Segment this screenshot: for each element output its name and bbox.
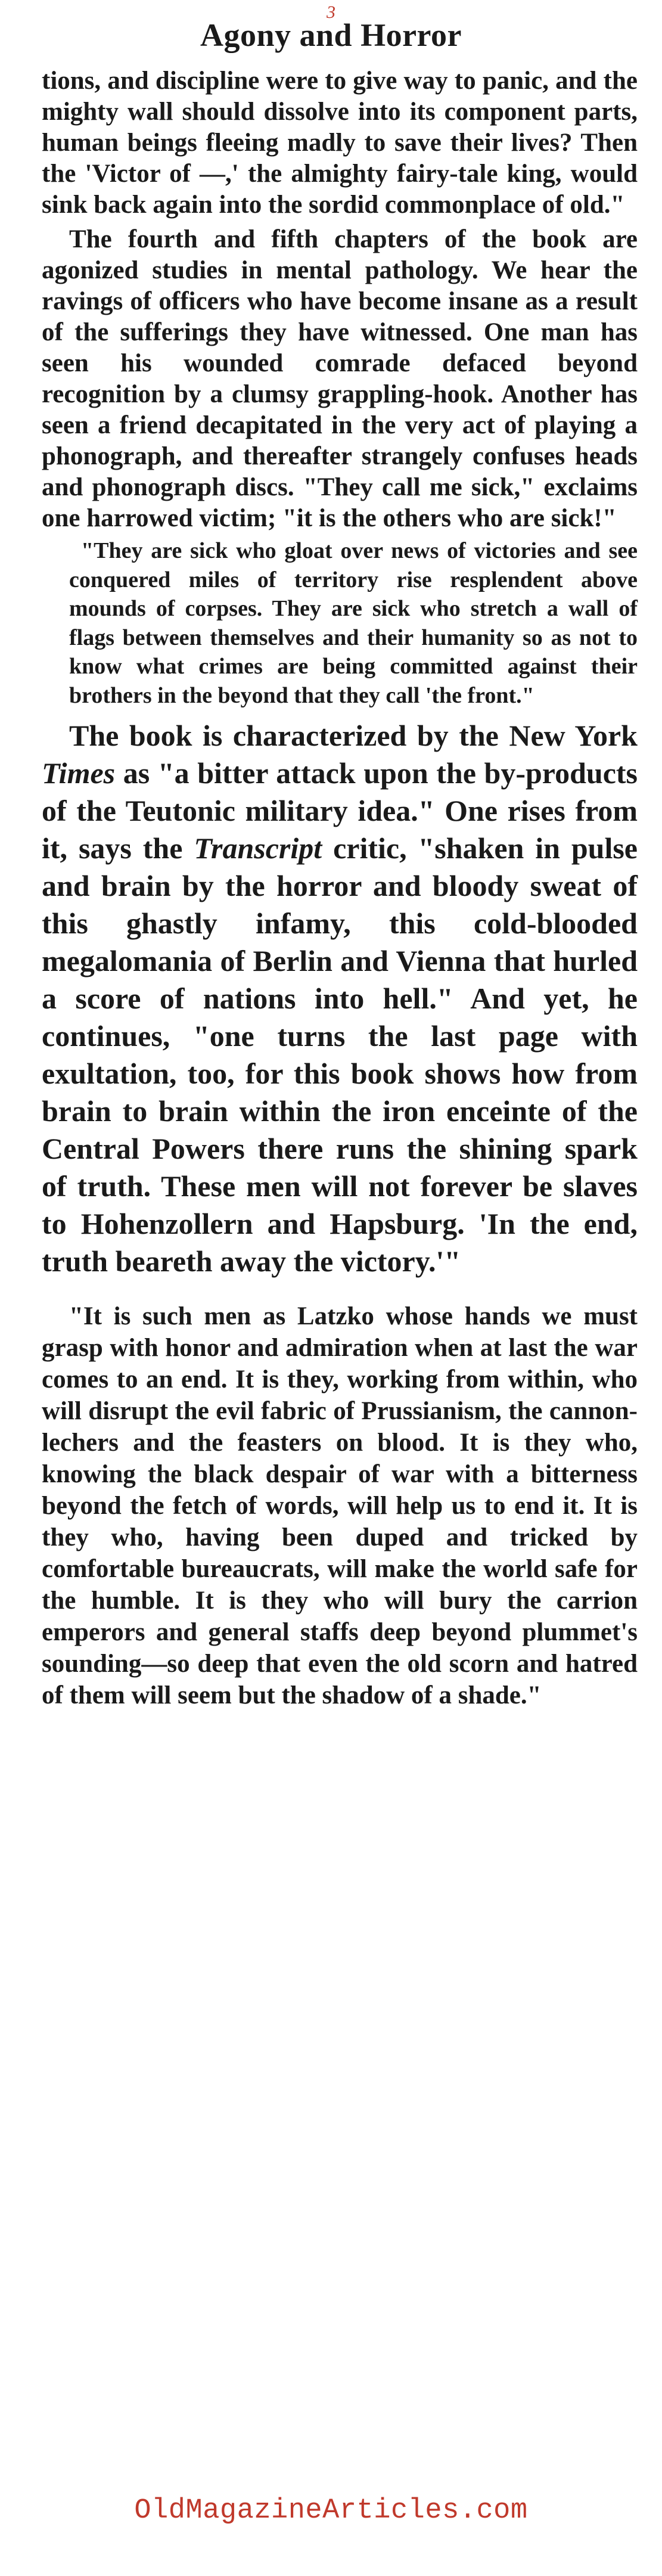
block-quote-sick: "They are sick who gloat over news of victories and see conquered miles of territory rise resplendent above mounds of corpses. They are sick who stretch a wall of flags between themselves and their humanity so as not to know what crimes are being committed against their brothers in the beyond that they call 'the front.": [69, 538, 638, 708]
newspaper-name-times: Times: [42, 756, 116, 790]
paragraph-mental-pathology: The fourth and fifth chapters of the book are agonized studies in mental pathology. We hear the ravings of officers who have become insane as a result of the sufferings they have witnessed. One man has seen his wounded comrade defaced beyond recognition by a clumsy grappling-hook. Another has seen a friend decapitated in the very act of playing a phonograph, and thereafter strangely confuses heads and phonograph discs. "They call me sick," exclaims one harrowed victim; "it is the others who are sick!": [42, 225, 638, 532]
block-quote-latzko: "It is such men as Latzko whose hands we must grasp with honor and admiration when at last the war comes to an end. It is they, working from within, who will disrupt the evil fabric of Prussianism, the cannon-lechers and the feasters on blood. It is they who, knowing the black despair of war with a bitterness beyond the fetch of words, will help us to end it. It is they who, having been duped and tricked by comfortable bureaucrats, will make the world safe for the humble. It is they who will bury the carrion emperors and general staffs deep beyond plummet's sounding—so deep that even the old scorn and hatred of them will seem but the shadow of a shade.": [42, 1302, 638, 1709]
newspaper-name-transcript: Transcript: [194, 831, 322, 865]
text-run: as "a bitter attack upon the by-products of the Teutonic military idea." One rises from it, says the: [42, 756, 638, 865]
paragraph-reviews: [42, 717, 638, 1280]
article-column: [42, 66, 638, 1711]
page-title: Agony and Horror: [200, 17, 462, 53]
page-number: 3: [327, 2, 335, 22]
paragraph-continuation: tions, and discipline were to give way to panic, and the mighty wall should dissolve into its component parts, human beings fleeing madly to save their lives? Then the 'Victor of —,' the almighty fairy-tale king, would sink back again into the sordid commonplace of old.": [42, 67, 638, 219]
text-run: critic, "shaken in pulse and brain by the horror and bloody sweat of this ghastly infamy, this cold-blooded megalomania of Berlin and Vienna that hurled a score of nations into hell." And yet, he continues, "one turns the last page with exultation, too, for this book shows how from brain to brain within the iron enceinte of the Central Powers there runs the shining spark of truth. These men will not forever be slaves to Hohenzollern and Hapsburg. 'In the end, truth beareth away the victory.'": [42, 831, 638, 1278]
source-watermark: OldMagazineArticles.com: [134, 2495, 528, 2527]
text-run: The book is characterized by the New York: [69, 719, 638, 752]
